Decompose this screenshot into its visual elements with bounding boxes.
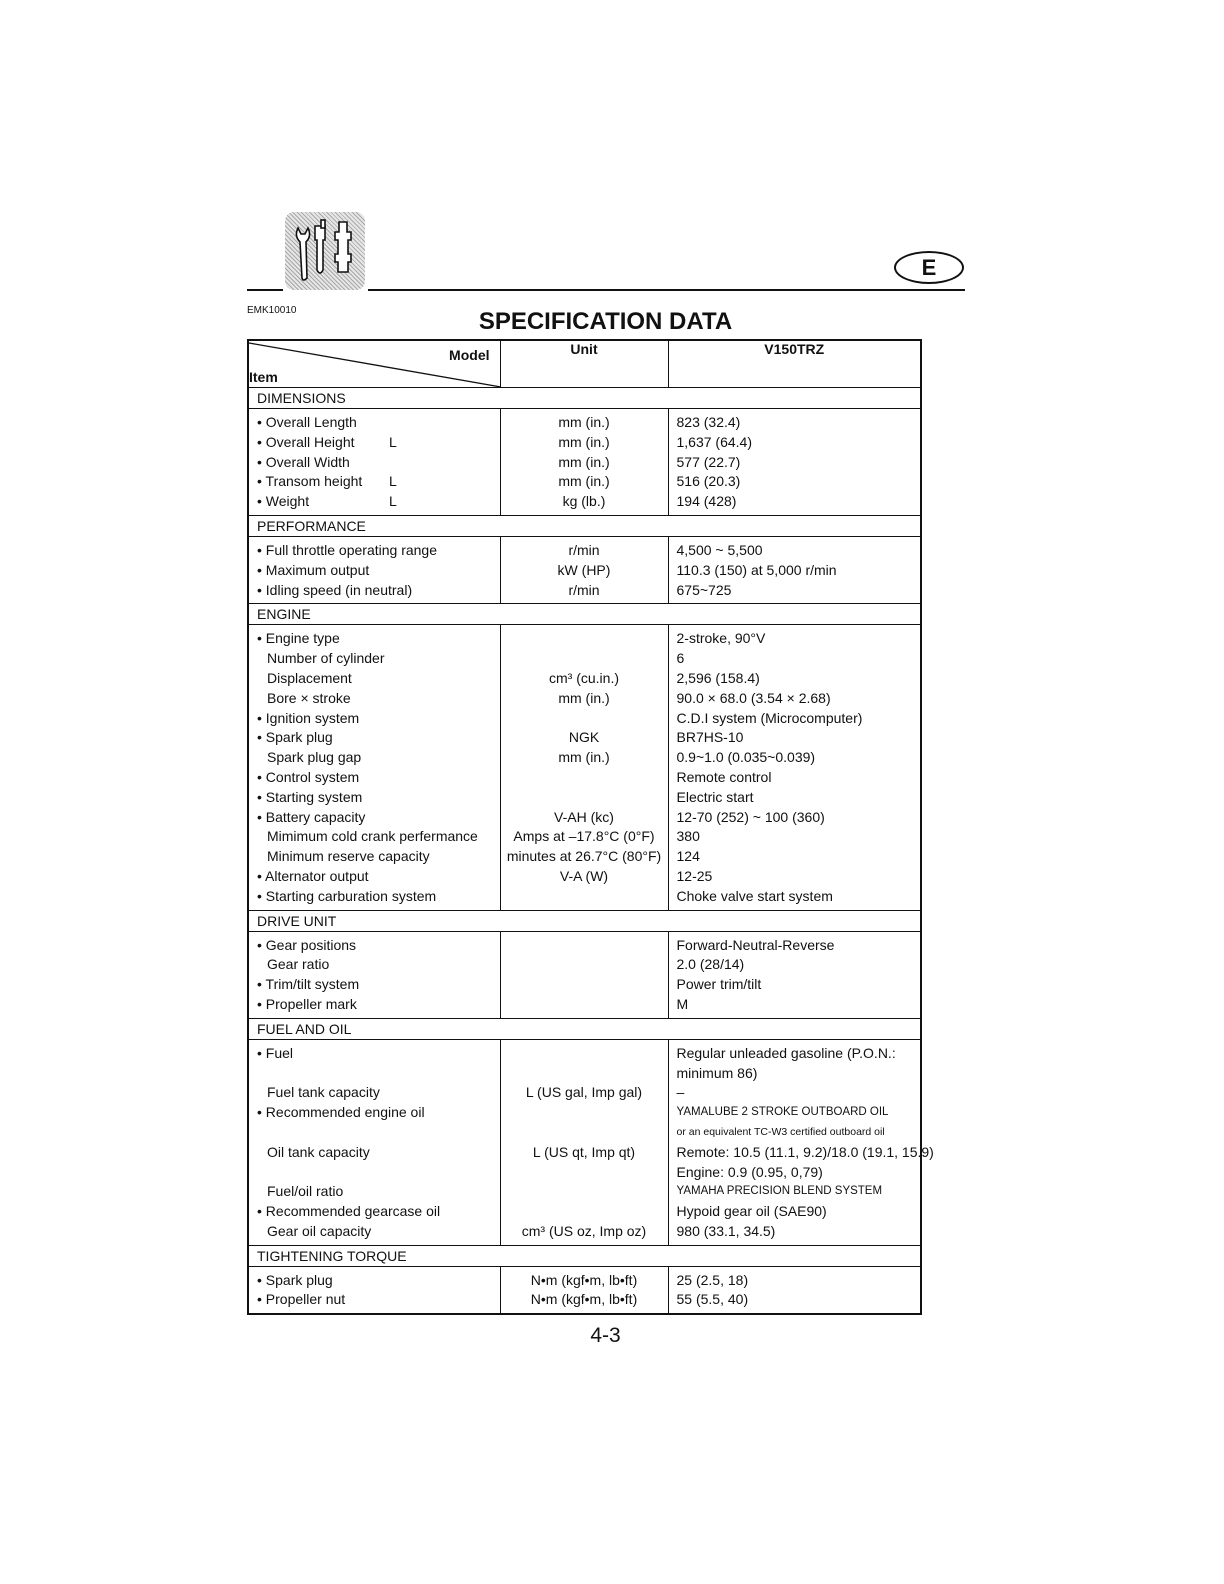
table-row-value: 980 (33.1, 34.5)	[676, 1222, 776, 1239]
table-row-item: • Trim/tilt system	[257, 976, 360, 993]
table-row-value: YAMALUBE 2 STROKE OUTBOARD OIL	[676, 1106, 889, 1119]
table-row-unit: mm (in.)	[558, 749, 610, 766]
section-row-tightening-torque	[248, 1245, 921, 1266]
section-row-dimensions	[248, 388, 921, 409]
section-title: ENGINE	[248, 604, 921, 625]
table-row-unit	[501, 788, 668, 808]
table-row-value: 110.3 (150) at 5,000 r/min	[676, 561, 837, 578]
table-row-value: Regular unleaded gasoline (P.O.N.:	[676, 1044, 896, 1061]
table-row-item: Displacement	[267, 669, 352, 686]
section-title: DIMENSIONS	[248, 388, 921, 409]
table-row-value: BR7HS-10	[676, 729, 744, 746]
group-performance	[248, 536, 921, 603]
table-row-unit	[501, 709, 668, 729]
table-row-value: M	[676, 995, 689, 1012]
table-row-item: • Propeller nut	[257, 1291, 346, 1308]
table-row-item: Oil tank capacity	[267, 1143, 370, 1160]
page-title: SPECIFICATION DATA	[478, 308, 733, 335]
table-row-item: • Recommended gearcase oil	[257, 1203, 441, 1220]
spec-table	[247, 339, 934, 1315]
table-row-item: Fuel tank capacity	[267, 1084, 380, 1101]
table-row-item: Mimimum cold crank perfermance	[267, 828, 478, 845]
group-drive-unit	[248, 931, 921, 1018]
group-tightening-torque	[248, 1266, 921, 1314]
model-label: Model	[449, 347, 490, 363]
table-row-value: 1,637 (64.4)	[676, 433, 752, 450]
table-row-item: • Control system	[257, 768, 360, 785]
table-row-value: 55 (5.5, 40)	[676, 1291, 749, 1308]
table-row-item: • Spark plug	[257, 729, 333, 746]
table-row-value: 823 (32.4)	[676, 414, 741, 430]
table-row-value: Choke valve start system	[676, 887, 833, 904]
table-row-unit: L (US gal, Imp gal)	[525, 1084, 643, 1101]
table-row-value: C.D.I system (Microcomputer)	[676, 709, 863, 726]
table-row-item: Fuel/oil ratio	[267, 1183, 344, 1200]
section-row-fuel-and-oil	[248, 1018, 921, 1039]
table-row-value: 2-stroke, 90°V	[676, 630, 766, 647]
table-row-value: 577 (22.7)	[676, 453, 741, 470]
table-row-item: • Gear positions	[257, 936, 357, 953]
table-row-unit: mm (in.)	[558, 453, 610, 470]
table-row-value: 516 (20.3)	[676, 473, 741, 490]
table-row-value: Electric start	[676, 788, 754, 805]
header-rule-right	[368, 289, 965, 291]
table-row-unit: mm (in.)	[558, 473, 610, 490]
group-engine	[248, 625, 921, 910]
table-row-value: 675~725	[676, 581, 732, 598]
table-header-row	[248, 340, 921, 388]
table-row-value: Forward-Neutral-Reverse	[676, 936, 835, 953]
table-row-value: Engine: 0.9 (0.95, 0,79)	[676, 1163, 823, 1180]
section-title: PERFORMANCE	[248, 515, 921, 536]
table-row-value: –	[676, 1084, 685, 1101]
tools-icon	[285, 212, 365, 290]
table-row-item: • Transom height L	[257, 473, 397, 490]
page-number: 4-3	[590, 1324, 621, 1347]
table-row-item: • Fuel	[257, 1044, 294, 1061]
table-row-item: • Engine type	[257, 630, 340, 647]
table-row-item: • Overall Width	[257, 453, 350, 470]
table-row-item: Minimum reserve capacity	[267, 848, 430, 865]
table-row-unit: kg (lb.)	[562, 493, 606, 510]
table-row-unit: mm (in.)	[558, 414, 610, 430]
table-row-value: 25 (2.5, 18)	[676, 1271, 749, 1288]
table-row-value: 380	[676, 828, 700, 845]
table-row-value: 12-70 (252) ~ 100 (360)	[676, 808, 825, 825]
table-row-unit	[501, 955, 668, 975]
section-row-engine	[248, 604, 921, 625]
table-row-item: • Full throttle operating range	[257, 541, 438, 558]
table-row-item: • Overall Height L	[257, 433, 397, 450]
table-row-unit: cm³ (cu.in.)	[549, 669, 619, 686]
table-row-unit	[501, 936, 668, 956]
table-row-value: 4,500 ~ 5,500	[676, 541, 763, 558]
table-row-unit: L (US qt, Imp qt)	[532, 1143, 636, 1160]
section-row-drive-unit	[248, 910, 921, 931]
table-row-unit: mm (in.)	[558, 433, 610, 450]
table-row-unit	[501, 629, 668, 649]
table-row-value: minimum 86)	[676, 1064, 758, 1081]
group-fuel-and-oil	[248, 1039, 921, 1245]
table-row-value: Remote control	[676, 768, 772, 785]
table-row-value: 12-25	[676, 867, 713, 884]
table-row-item: • Starting carburation system	[257, 887, 437, 904]
table-row-unit: N•m (kgf•m, lb•ft)	[530, 1291, 638, 1308]
table-row-item: • Overall Length	[257, 414, 357, 430]
table-row-value: 2,596 (158.4)	[676, 669, 760, 686]
model-item-header	[248, 340, 500, 388]
table-row-value: Hypoid gear oil (SAE90)	[676, 1203, 827, 1220]
table-row-item: Spark plug gap	[267, 749, 362, 766]
table-row-unit: minutes at 26.7°C (80°F)	[506, 848, 662, 865]
table-row-unit: cm³ (US oz, Imp oz)	[521, 1222, 647, 1239]
group-dimensions	[248, 409, 921, 516]
table-row-item: • Alternator output	[257, 867, 369, 884]
table-row-item: • Ignition system	[257, 709, 360, 726]
section-title: TIGHTENING TORQUE	[248, 1245, 921, 1266]
table-row-value: 6	[676, 650, 685, 667]
table-row-value: 124	[676, 848, 700, 865]
model-name-header: V150TRZ	[668, 340, 921, 388]
table-row-value: Power trim/tilt	[676, 976, 762, 993]
section-title: FUEL AND OIL	[248, 1018, 921, 1039]
item-label: Item	[249, 369, 278, 385]
table-row-value: YAMAHA PRECISION BLEND SYSTEM	[676, 1185, 883, 1198]
table-row-unit	[501, 768, 668, 788]
table-row-value: 194 (428)	[676, 493, 737, 510]
table-row-value: 2.0 (28/14)	[676, 956, 745, 973]
table-row-item: • Recommended engine oil	[257, 1104, 425, 1121]
section-row-performance	[248, 515, 921, 536]
table-row-item: • Weight L	[257, 493, 397, 510]
table-row-item: • Spark plug	[257, 1271, 333, 1288]
table-row-unit	[501, 995, 668, 1015]
table-row-unit: r/min	[568, 541, 600, 558]
table-row-unit: NGK	[568, 729, 600, 746]
table-row-unit: V-AH (kc)	[554, 808, 614, 825]
table-row-unit	[501, 649, 668, 669]
language-badge: E	[894, 251, 964, 284]
table-row-item: • Idling speed (in neutral)	[257, 581, 413, 598]
table-row-item: • Battery capacity	[257, 808, 366, 825]
table-row-unit: Amps at –17.8°C (0°F)	[513, 828, 655, 845]
table-row-unit: V-A (W)	[559, 867, 609, 884]
unit-header: Unit	[500, 340, 668, 388]
header-rule-left	[247, 289, 283, 291]
table-row-value: Remote: 10.5 (11.1, 9.2)/18.0 (19.1, 15.9)	[676, 1143, 934, 1160]
table-row-value: 90.0 × 68.0 (3.54 × 2.68)	[676, 689, 831, 706]
table-row-unit	[501, 975, 668, 995]
table-row-item: Gear oil capacity	[267, 1222, 372, 1239]
section-title: DRIVE UNIT	[248, 910, 921, 931]
table-row-item: • Maximum output	[257, 561, 370, 578]
table-row-item: Number of cylinder	[267, 650, 385, 667]
document-code: EMK10010	[247, 305, 297, 316]
table-row-unit: mm (in.)	[558, 689, 610, 706]
table-row-unit	[501, 887, 668, 907]
table-row-item: • Starting system	[257, 788, 363, 805]
table-row-unit: N•m (kgf•m, lb•ft)	[530, 1271, 638, 1288]
table-row-item: Bore × stroke	[267, 689, 351, 706]
table-row-unit: kW (HP)	[557, 561, 611, 578]
table-row-item: • Propeller mark	[257, 995, 357, 1012]
table-row-value: or an equivalent TC-W3 certified outboard oil	[676, 1125, 885, 1138]
table-row-item: Gear ratio	[267, 956, 330, 973]
table-row-unit: r/min	[568, 581, 600, 598]
table-row-value: 0.9~1.0 (0.035~0.039)	[676, 749, 816, 766]
